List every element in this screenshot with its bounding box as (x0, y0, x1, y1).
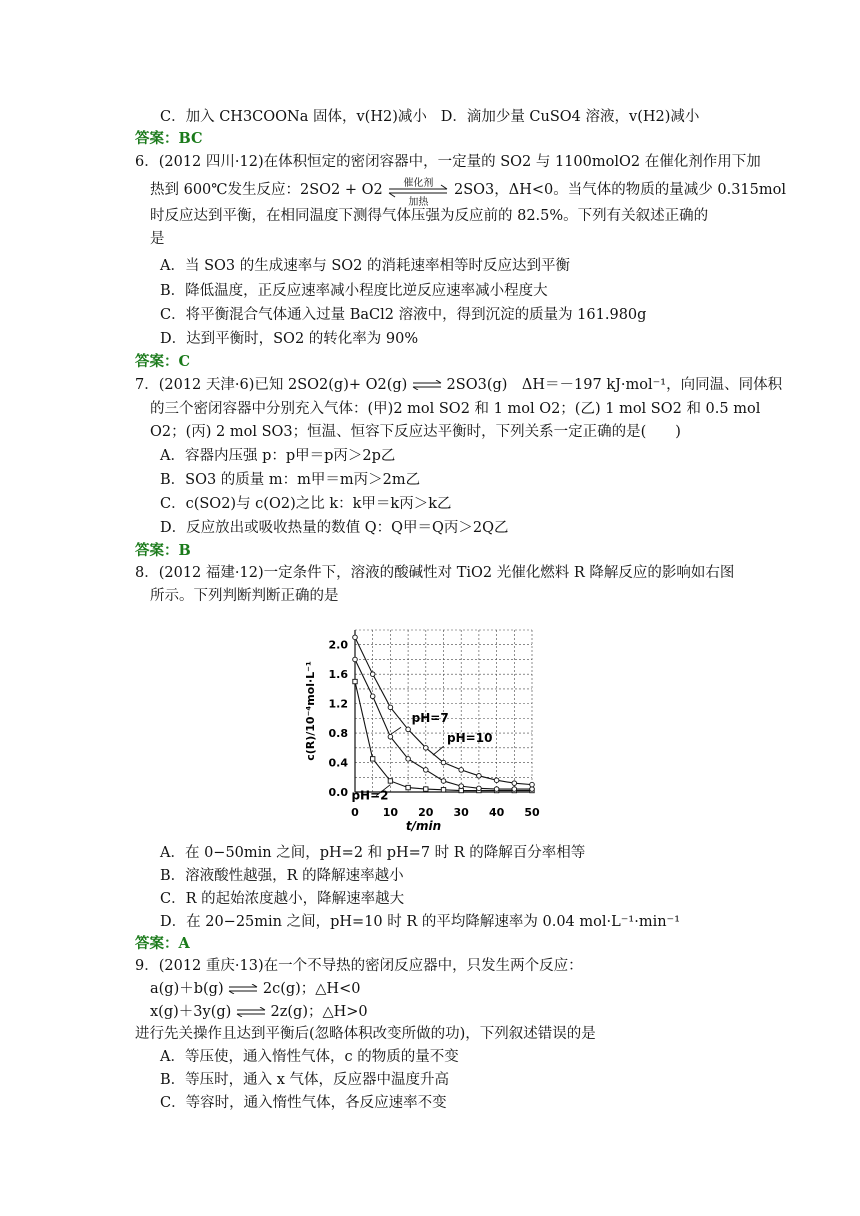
data-point (441, 788, 445, 792)
data-point (406, 785, 410, 789)
data-point (459, 788, 463, 792)
q5-option-d: D．滴加少量 CuSO4 溶液，v(H2)减小 (440, 109, 700, 125)
q9-stem-line2: 进行先关操作且达到平衡后(忽略体积改变所做的功)，下列叙述错误的是 (135, 1026, 596, 1042)
q6-stem-line4: 是 (150, 231, 165, 247)
q7-stem-line2: 的三个密闭容器中分别充入气体：(甲)2 mol SO2 和 1 mol O2；(乙) 1 mol SO2 和 0.5 mol (150, 401, 761, 417)
data-point (494, 778, 499, 783)
q6-answer: 答案：C (135, 353, 191, 370)
x-tick-label: 10 (382, 806, 399, 819)
q5-option-c: C．加入 CH3COONa 固体，v(H2)减小 (160, 109, 427, 125)
data-point (477, 786, 482, 791)
data-point (441, 779, 446, 784)
data-point (424, 746, 429, 751)
data-point (353, 679, 357, 683)
y-tick-label: 0.8 (328, 727, 348, 741)
data-point (459, 784, 464, 789)
series-label: pH=2 (351, 788, 389, 803)
q7-option-b: B．SO3 的质量 m：m甲＝m丙＞2m乙 (160, 472, 421, 488)
q6-option-a: A．当 SO3 的生成速率与 SO2 的消耗速率相等时反应达到平衡 (160, 258, 570, 274)
data-point (459, 768, 464, 773)
q8-stem-line2: 所示。下列判断判断正确的是 (150, 588, 339, 604)
x-tick-label: 40 (488, 806, 505, 819)
catalyst-arrow (387, 178, 449, 208)
q9-option-b: B．等压时，通入 x 气体，反应器中温度升高 (160, 1072, 450, 1088)
q6-stem-line3: 时反应达到平衡，在相同温度下测得气体压强为反应前的 82.5%。下列有关叙述正确的 (150, 208, 709, 224)
q6-stem-line1: 6．(2012 四川·12)在体积恒定的密闭容器中，一定量的 SO2 与 1100molO2 在催化剂作用下加 (135, 154, 761, 170)
data-point (406, 757, 411, 762)
data-point (512, 787, 517, 792)
x-tick-label: 20 (418, 806, 434, 819)
q6-option-b: B．降低温度，正反应速率减小程度比逆反应速率减小程度大 (160, 283, 548, 299)
q6-stem-line2 (150, 178, 786, 208)
q8-answer: 答案：A (135, 935, 190, 952)
data-point (424, 768, 429, 773)
q9-eq1 (150, 979, 360, 999)
equilibrium-arrow-icon (412, 380, 442, 390)
q9-stem-line1: 9．(2012 重庆·13)在一个不导热的密闭反应器中，只发生两个反应： (135, 958, 583, 974)
q6-eq-pre: 热到 600℃发生反应：2SO2 + O2 (150, 182, 383, 198)
equilibrium-arrow-icon (228, 984, 258, 994)
q5-option-c-d (160, 107, 699, 127)
q7-option-d: D．反应放出或吸收热量的数值 Q：Q甲＝Q丙＞2Q乙 (160, 520, 509, 536)
equilibrium-arrow-icon (236, 1007, 266, 1017)
data-point (530, 787, 535, 792)
q7-option-a: A．容器内压强 p：p甲＝p丙＞2p乙 (160, 448, 396, 464)
x-tick-label: 30 (453, 806, 469, 819)
q9-option-c: C．等容时，通入惰性气体，各反应速率不变 (160, 1095, 447, 1111)
q9-eq1-pre: a(g)＋b(g) (150, 981, 224, 997)
data-point (477, 774, 482, 779)
catalyst-label: 催化剂 (403, 178, 434, 189)
data-point (424, 787, 428, 791)
q9-eq2-post: 2z(g)；△H>0 (270, 1004, 368, 1020)
degradation-chart (300, 622, 550, 837)
q8-option-c: C．R 的起始浓度越小，降解速率越大 (160, 891, 405, 907)
series-label: pH=10 (447, 730, 493, 745)
y-tick-label: 1.2 (328, 697, 348, 711)
data-point (371, 757, 375, 761)
chart-labels (304, 639, 540, 833)
x-tick-label: 50 (524, 806, 540, 819)
q8-option-d: D．在 20−25min 之间，pH=10 时 R 的平均降解速率为 0.04 mol·L⁻¹·min⁻¹ (160, 914, 681, 930)
heat-label: 加热 (408, 197, 429, 208)
q8-stem-line1: 8．(2012 福建·12)一定条件下，溶液的酸碱性对 TiO2 光催化燃料 R 降解反应的影响如右图 (135, 565, 735, 581)
data-point (388, 779, 392, 783)
q7-eq-pre: 7．(2012 天津·6)已知 2SO2(g)+ O2(g) (135, 377, 408, 393)
q7-option-c: C．c(SO2)与 c(O2)之比 k：k甲＝k丙＞k乙 (160, 496, 452, 512)
data-point (353, 657, 358, 662)
series-label: pH=7 (411, 711, 449, 726)
q6-option-c: C．将平衡混合气体通入过量 BaCl2 溶液中，得到沉淀的质量为 161.980g (160, 307, 647, 323)
data-point (370, 694, 375, 699)
y-axis-label: c(R)/10⁻⁴mol·L⁻¹ (304, 661, 317, 761)
q7-eq-post: 2SO3(g) ΔH＝－197 kJ·mol⁻¹，向同温、同体积 (446, 377, 783, 393)
y-tick-label: 0.4 (328, 756, 348, 770)
data-point (494, 787, 499, 792)
q7-answer: 答案：B (135, 542, 191, 559)
series-label-leader (433, 746, 444, 755)
y-tick-label: 1.6 (328, 668, 348, 682)
data-point (406, 727, 411, 732)
data-point (512, 781, 517, 786)
q6-option-d: D．达到平衡时，SO2 的转化率为 90% (160, 331, 419, 347)
data-point (370, 672, 375, 677)
x-tick-label: 0 (351, 806, 359, 819)
data-point (388, 705, 393, 710)
data-point (441, 760, 446, 765)
q5-answer: 答案：BC (135, 130, 203, 147)
q9-eq2 (150, 1002, 368, 1022)
y-tick-label: 0.0 (328, 786, 348, 799)
data-point (388, 734, 393, 739)
q9-option-a: A．等压使，通入惰性气体，c 的物质的量不变 (160, 1049, 459, 1065)
q7-stem-line1 (135, 375, 782, 395)
y-tick-label: 2.0 (328, 638, 348, 652)
q8-option-b: B．溶液酸性越强，R 的降解速率越小 (160, 868, 404, 884)
data-point (353, 635, 358, 640)
series-label-leader (390, 727, 401, 734)
q9-eq1-post: 2c(g)；△H<0 (262, 981, 361, 997)
q9-eq2-pre: x(g)＋3y(g) (150, 1004, 232, 1020)
q7-stem-line3: O2；(丙) 2 mol SO3；恒温、恒容下反应达平衡时，下列关系一定正确的是( ) (150, 424, 681, 440)
q8-option-a: A．在 0−50min 之间，pH=2 和 pH=7 时 R 的降解百分率相等 (160, 845, 586, 861)
q6-eq-post: 2SO3，ΔH<0。当气体的物质的量减少 0.315mol (453, 182, 786, 198)
data-point (530, 782, 535, 787)
x-axis-label: t/min (405, 819, 442, 833)
